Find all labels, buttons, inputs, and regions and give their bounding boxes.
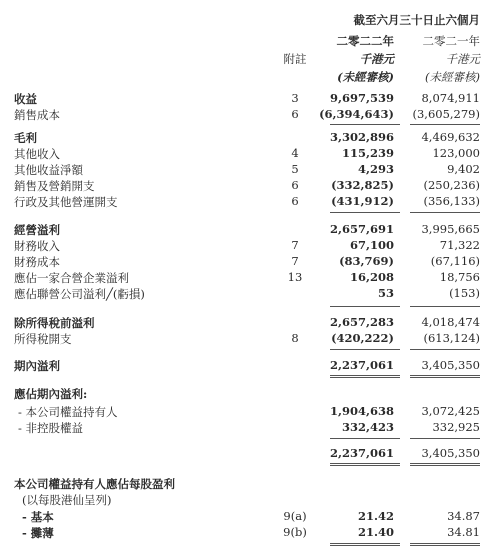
total-double-rule bbox=[330, 375, 400, 378]
row-value-2022: 21.40 bbox=[357, 525, 394, 539]
row-value-2022: 67,100 bbox=[349, 238, 394, 252]
row-value-2021: 4,469,632 bbox=[421, 130, 480, 144]
row-value-2021: (3,605,279) bbox=[412, 107, 480, 121]
row-value-2021: 8,074,911 bbox=[421, 91, 480, 105]
row-value-2021: 71,322 bbox=[439, 238, 480, 252]
row-value-2022: 16,208 bbox=[349, 270, 394, 284]
row-value-2022: (420,222) bbox=[331, 331, 394, 345]
row-note: 6 bbox=[291, 178, 299, 192]
subtotal-rule bbox=[410, 349, 480, 350]
subtotal-rule bbox=[410, 438, 480, 439]
section-heading: 本公司權益持有人應佔每股盈利 bbox=[14, 477, 175, 491]
row-label: - 攤薄 bbox=[22, 526, 54, 540]
row-value-2021: 3,405,350 bbox=[421, 446, 480, 460]
row-value-2021: 3,995,665 bbox=[421, 222, 480, 236]
subtotal-rule bbox=[330, 349, 400, 350]
row-value-2022: (6,394,643) bbox=[319, 107, 394, 121]
row-label: 經營溢利 bbox=[14, 223, 60, 237]
unit-2022-header: 千港元 bbox=[359, 52, 394, 66]
subtotal-rule bbox=[410, 212, 480, 213]
subtotal-rule bbox=[330, 438, 400, 439]
row-value-2021: 18,756 bbox=[439, 270, 480, 284]
row-label: 除所得稅前溢利 bbox=[14, 316, 95, 330]
total-double-rule bbox=[410, 463, 480, 466]
row-label: 其他收益淨額 bbox=[14, 163, 83, 177]
unit-2021-header: 千港元 bbox=[445, 52, 480, 66]
row-value-2022: 2,237,061 bbox=[329, 358, 394, 372]
row-value-2022: 4,293 bbox=[357, 162, 394, 176]
row-label: 行政及其他營運開支 bbox=[14, 195, 118, 209]
row-label: 應佔聯營公司溢利╱(虧損) bbox=[14, 287, 145, 301]
row-label: 收益 bbox=[14, 92, 37, 106]
row-note: 5 bbox=[291, 162, 299, 176]
row-value-2021: 34.81 bbox=[447, 525, 480, 539]
row-label: 應佔一家合營企業溢利 bbox=[14, 271, 129, 285]
row-value-2022: 2,657,283 bbox=[329, 315, 394, 329]
row-label: - 本公司權益持有人 bbox=[18, 405, 118, 419]
section-subheading: (以每股港仙呈列) bbox=[22, 493, 112, 507]
total-double-rule bbox=[410, 375, 480, 378]
row-value-2022: 9,697,539 bbox=[329, 91, 394, 105]
row-value-2022: (332,825) bbox=[331, 178, 394, 192]
row-value-2022: (431,912) bbox=[331, 194, 394, 208]
row-note: 9(a) bbox=[283, 509, 307, 523]
row-note: 6 bbox=[291, 107, 299, 121]
row-label: 財務成本 bbox=[14, 255, 60, 269]
row-value-2022: 2,237,061 bbox=[329, 446, 394, 460]
row-note: 9(b) bbox=[283, 525, 307, 539]
row-note: 6 bbox=[291, 194, 299, 208]
row-note: 8 bbox=[291, 331, 299, 345]
row-value-2021: 4,018,474 bbox=[421, 315, 480, 329]
row-value-2021: (67,116) bbox=[430, 254, 480, 268]
subtotal-rule bbox=[330, 212, 400, 213]
row-label: 財務收入 bbox=[14, 239, 60, 253]
row-value-2021: 3,072,425 bbox=[421, 404, 480, 418]
total-double-rule bbox=[330, 543, 400, 546]
row-value-2021: 34.87 bbox=[447, 509, 480, 523]
row-value-2022: 53 bbox=[377, 286, 394, 300]
row-value-2021: (613,124) bbox=[423, 331, 480, 345]
row-label: 銷售及營銷開支 bbox=[14, 179, 95, 193]
row-label: 銷售成本 bbox=[14, 108, 60, 122]
subtotal-rule bbox=[410, 124, 480, 125]
row-note: 7 bbox=[291, 238, 299, 252]
notes-column-header: 附註 bbox=[283, 52, 307, 66]
row-value-2022: 332,423 bbox=[341, 420, 394, 434]
row-value-2022: (83,769) bbox=[339, 254, 394, 268]
audit-2021-header: (未經審核) bbox=[425, 70, 480, 84]
total-double-rule bbox=[330, 463, 400, 466]
subtotal-rule bbox=[330, 124, 400, 125]
total-double-rule bbox=[410, 543, 480, 546]
row-value-2022: 1,904,638 bbox=[329, 404, 394, 418]
row-label: - 基本 bbox=[22, 510, 54, 524]
row-value-2022: 21.42 bbox=[357, 509, 394, 523]
row-label: 期內溢利 bbox=[14, 359, 60, 373]
year-2021-header: 二零二一年 bbox=[422, 34, 480, 48]
row-label: 所得稅開支 bbox=[14, 332, 72, 346]
row-label: - 非控股權益 bbox=[18, 421, 84, 435]
row-note: 4 bbox=[291, 146, 299, 160]
row-value-2021: 3,405,350 bbox=[421, 358, 480, 372]
audit-2022-header: (未經審核) bbox=[337, 70, 394, 84]
row-label: 其他收入 bbox=[14, 147, 60, 161]
subtotal-rule bbox=[410, 306, 480, 307]
section-heading: 應佔期內溢利: bbox=[14, 387, 88, 401]
subtotal-rule bbox=[330, 306, 400, 307]
row-note: 7 bbox=[291, 254, 299, 268]
row-value-2021: 123,000 bbox=[432, 146, 480, 160]
row-value-2022: 2,657,691 bbox=[329, 222, 394, 236]
row-label: 毛利 bbox=[14, 131, 37, 145]
row-note: 3 bbox=[291, 91, 299, 105]
year-2022-header: 二零二二年 bbox=[336, 34, 394, 48]
row-value-2021: (250,236) bbox=[423, 178, 480, 192]
row-value-2021: (356,133) bbox=[423, 194, 480, 208]
row-value-2021: (153) bbox=[449, 286, 480, 300]
row-value-2022: 3,302,896 bbox=[329, 130, 394, 144]
period-header: 截至六月三十日止六個月 bbox=[353, 13, 480, 27]
row-value-2022: 115,239 bbox=[341, 146, 394, 160]
row-note: 13 bbox=[287, 270, 303, 284]
row-value-2021: 9,402 bbox=[447, 162, 480, 176]
row-value-2021: 332,925 bbox=[432, 420, 480, 434]
